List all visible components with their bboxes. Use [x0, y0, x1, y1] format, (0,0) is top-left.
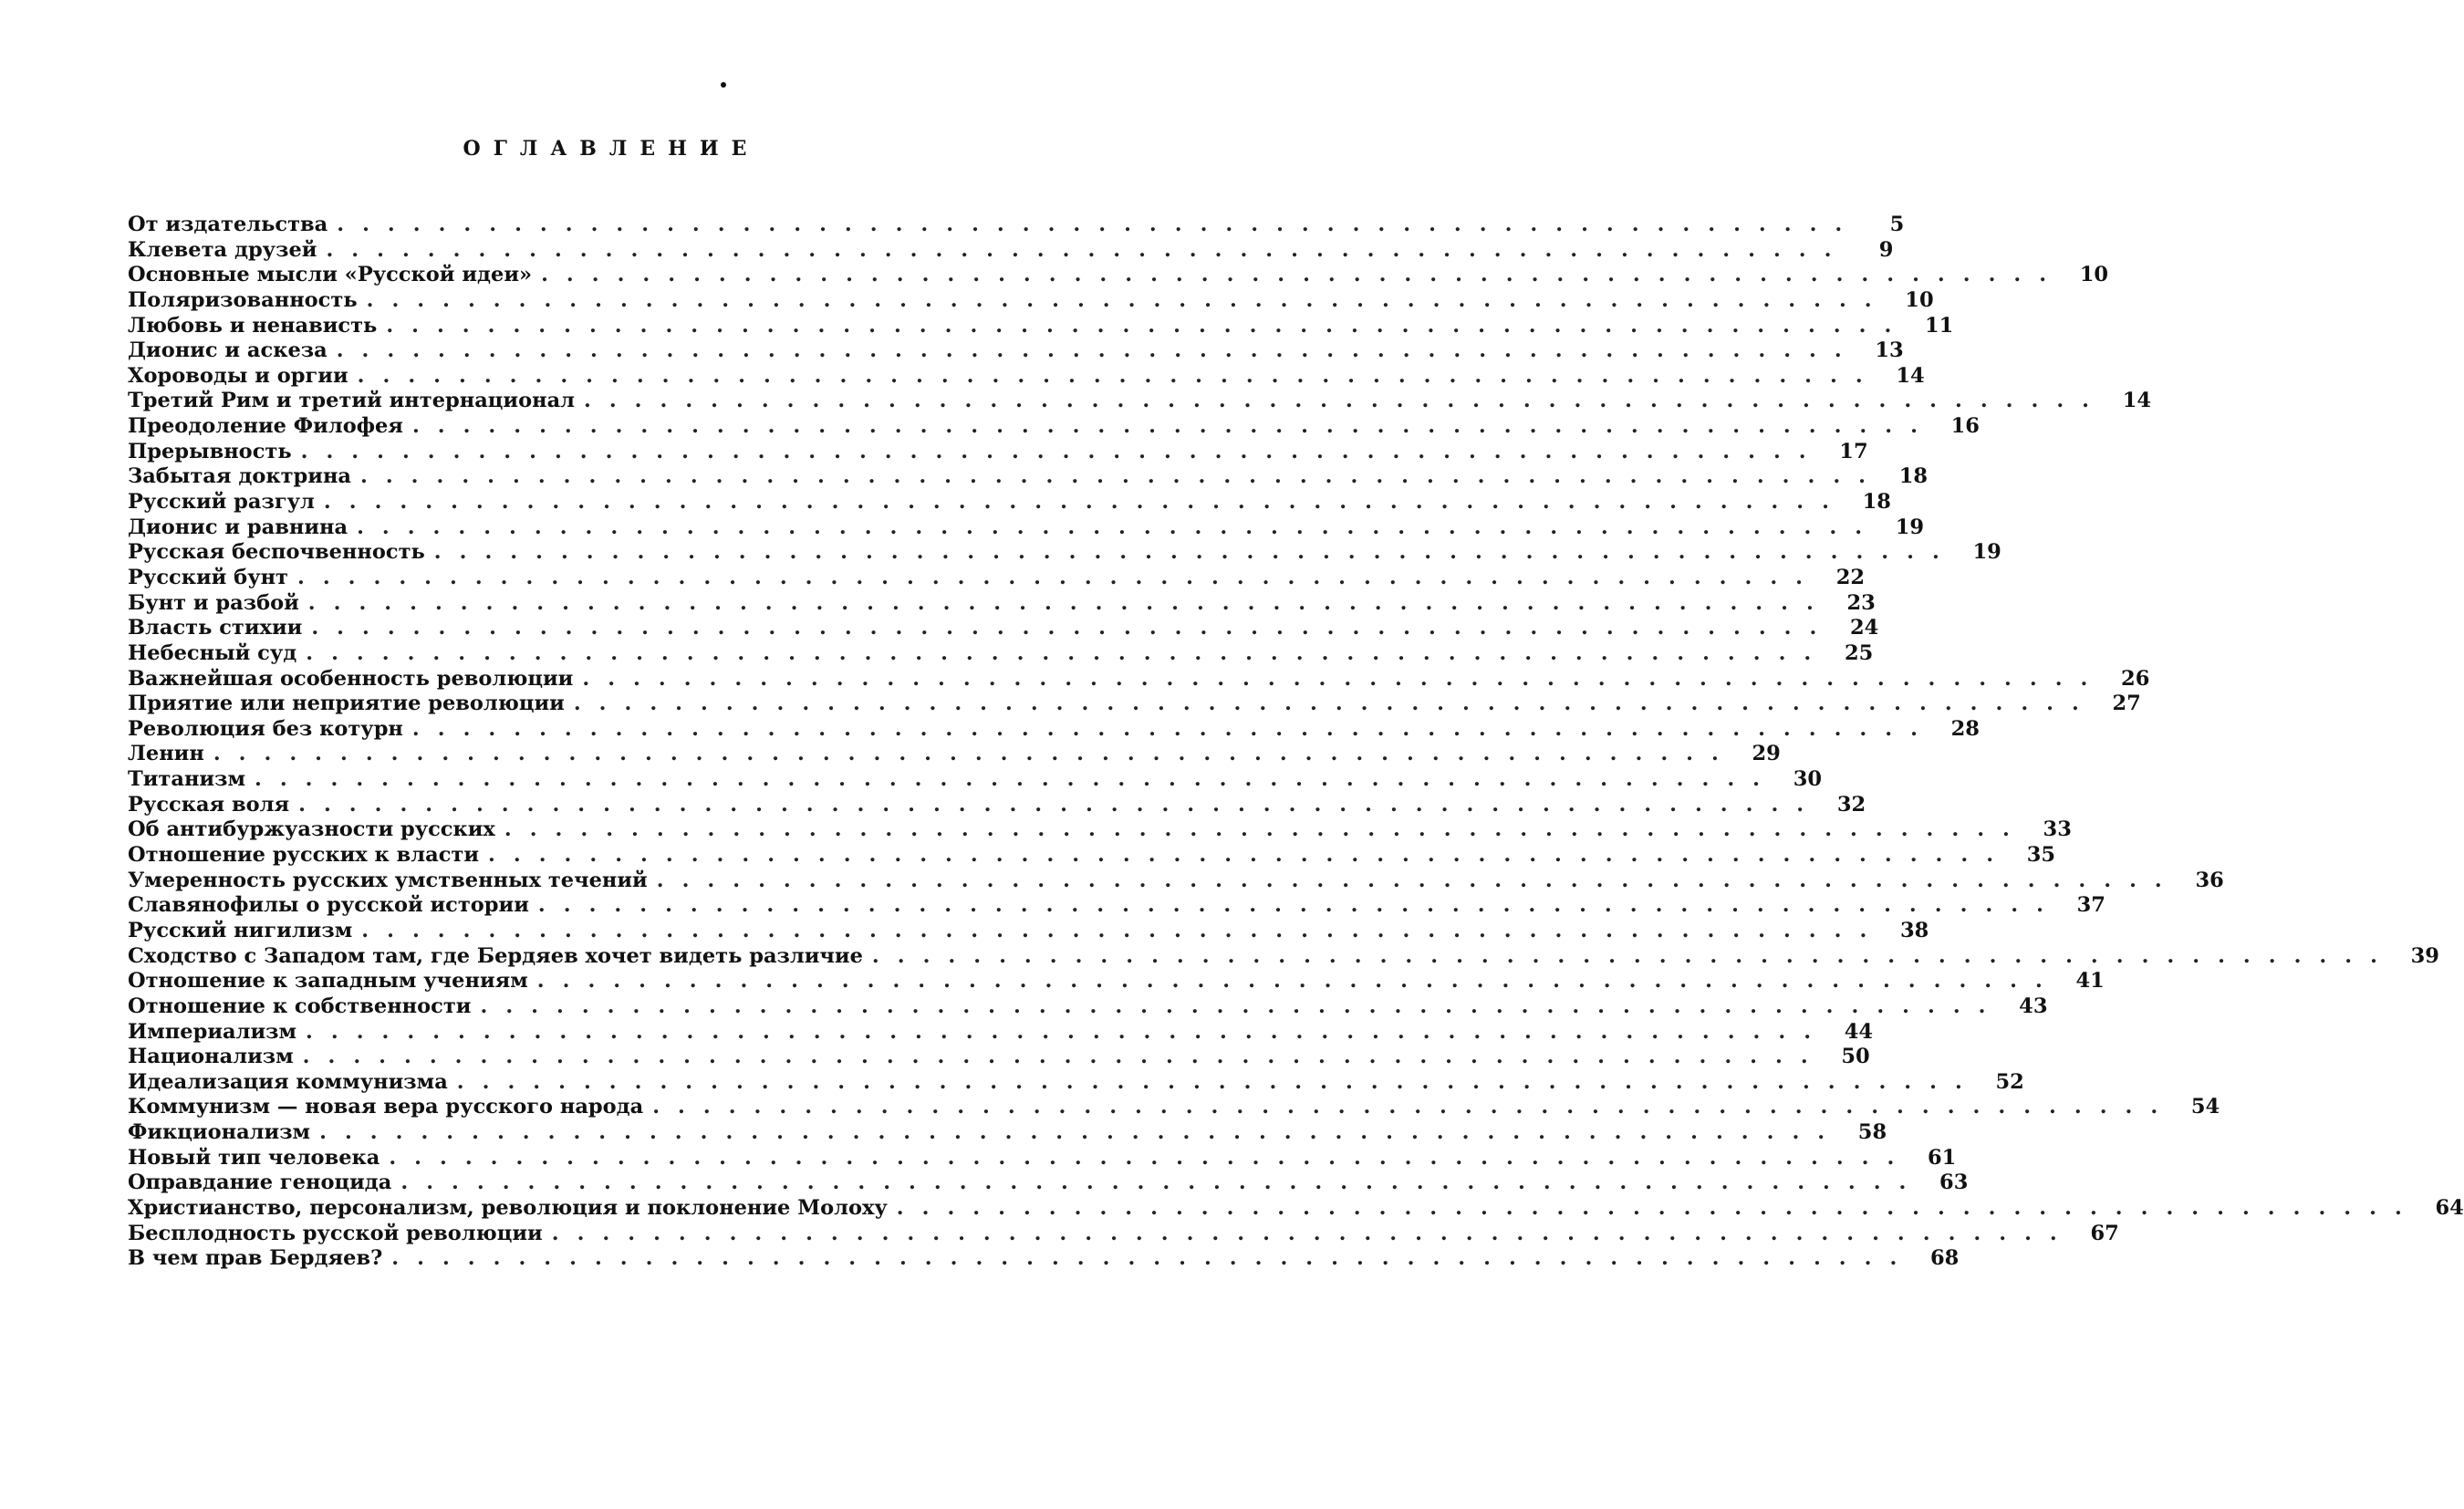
dot-leader: ............................................................	[255, 767, 1779, 792]
toc-entry-title: Важнейшая особенность революции	[128, 666, 574, 691]
dot-leader: ............................................................	[319, 1120, 1844, 1145]
toc-entry-title: Русская беспочвенность	[128, 540, 425, 565]
toc-entry-page-number: 25	[1844, 640, 1874, 665]
toc-entry	[128, 389, 2152, 414]
toc-entry	[128, 439, 1868, 465]
dot-leader: ............................................................	[306, 640, 1830, 665]
dot-leader: ............................................................	[337, 213, 1861, 236]
toc-entry-title: Хороводы и оргии	[128, 363, 348, 388]
toc-entry-page-number: 17	[1839, 439, 1868, 463]
toc-entry-page-number: 43	[2019, 994, 2048, 1018]
toc-entry	[128, 1095, 2220, 1120]
toc-entry	[128, 767, 1823, 793]
toc-entry-page-number: 67	[2090, 1221, 2119, 1245]
toc-entry-page-number: 28	[1950, 716, 1980, 741]
toc-entry-title: Основные мысли «Русской идеи»	[128, 263, 533, 287]
toc-entry-page-number: 18	[1898, 464, 1929, 489]
toc-entry-page-number: 14	[1896, 363, 1925, 388]
dot-leader: ............................................................	[391, 1246, 1916, 1271]
toc-entry	[128, 590, 1876, 617]
toc-entry-page-number: 54	[2190, 1095, 2220, 1119]
dot-leader: ............................................................	[300, 439, 1825, 463]
toc-entry	[128, 1069, 2024, 1096]
toc-entry	[128, 716, 1980, 743]
toc-entry	[128, 565, 1866, 591]
toc-entry-title: Забытая доктрина	[128, 464, 352, 489]
dot-leader: ............................................................	[411, 414, 1936, 439]
toc-entry	[128, 414, 1980, 440]
toc-entry-title: Отношение к западным учениям	[128, 969, 528, 994]
toc-entry	[128, 918, 1929, 944]
dot-leader: ............................................................	[311, 616, 1835, 640]
toc-entry-title: Прерывность	[128, 439, 292, 463]
toc-entry	[128, 1045, 1870, 1070]
page-title: ОГЛАВЛЕНИЕ	[463, 137, 760, 161]
toc-entry-title: Умеренность русских умственных течений	[128, 868, 648, 892]
dot-leader: ............................................................	[871, 943, 2396, 968]
toc-entry-title: Сходство с Западом там, где Бердяев хочет видеть различие	[128, 943, 863, 968]
toc-entry-page-number: 50	[1841, 1045, 1870, 1069]
toc-entry-page-number: 23	[1846, 590, 1876, 615]
toc-entry-title: Отношение русских к власти	[128, 843, 480, 868]
toc-entry	[128, 237, 1894, 264]
toc-entry-page-number: 19	[1972, 540, 2001, 565]
toc-entry-title: Преодоление Филофея	[128, 414, 403, 439]
toc-entry-page-number: 33	[2043, 817, 2072, 842]
toc-entry	[128, 263, 2109, 288]
toc-entry-page-number: 41	[2075, 969, 2105, 994]
toc-entry-page-number: 64	[2435, 1195, 2464, 1220]
toc-entry	[128, 1195, 2464, 1222]
toc-entry-page-number: 24	[1850, 616, 1879, 640]
dot-leader: ............................................................	[488, 843, 2012, 868]
dot-leader: ............................................................	[480, 994, 2004, 1018]
dot-leader: ............................................................	[298, 792, 1823, 817]
dot-leader: ............................................................	[541, 263, 2065, 287]
toc-entry-title: Приятие или неприятие революции	[128, 692, 565, 716]
toc-entry	[128, 287, 1934, 314]
toc-entry	[128, 363, 1925, 390]
dot-leader: ............................................................	[400, 1171, 1925, 1195]
toc-entry-title: Русский нигилизм	[128, 918, 353, 942]
toc-entry-page-number: 5	[1889, 213, 1905, 236]
toc-entry	[128, 213, 1905, 238]
dot-leader: ............................................................	[357, 363, 1881, 388]
toc-entry	[128, 1221, 2119, 1247]
toc-entry-title: Коммунизм — новая вера русского народа	[128, 1095, 644, 1119]
dot-leader: ............................................................	[389, 1145, 1913, 1170]
toc-entry	[128, 742, 1781, 767]
toc-entry	[128, 616, 1879, 641]
toc-entry-page-number: 27	[2112, 692, 2141, 716]
toc-entry-page-number: 9	[1878, 237, 1894, 262]
toc-entry-title: Русский бунт	[128, 565, 289, 589]
dot-leader: ............................................................	[537, 893, 2062, 918]
toc-entry-page-number: 37	[2076, 893, 2105, 918]
toc-entry	[128, 1019, 1874, 1046]
dot-leader: ............................................................	[336, 338, 1860, 363]
toc-entry-title: Поляризованность	[128, 287, 358, 312]
toc-entry	[128, 893, 2105, 919]
ink-speck	[721, 82, 726, 88]
dot-leader: ............................................................	[213, 742, 1737, 766]
dot-leader: ............................................................	[386, 313, 1910, 338]
toc-entry-title: Национализм	[128, 1045, 294, 1069]
dot-leader: ............................................................	[573, 692, 2097, 716]
toc-entry-title: Новый тип человека	[128, 1145, 380, 1170]
toc-entry	[128, 994, 2048, 1020]
toc-entry-page-number: 38	[1899, 918, 1929, 942]
dot-leader: ............................................................	[551, 1221, 2075, 1245]
toc-entry-page-number: 10	[1905, 287, 1934, 312]
toc-entry-page-number: 52	[1995, 1069, 2024, 1094]
toc-entry	[128, 868, 2224, 894]
toc-entry	[128, 490, 1891, 515]
toc-entry-page-number: 44	[1844, 1019, 1874, 1044]
toc-entry-title: Дионис и аскеза	[128, 338, 327, 363]
toc-entry-page-number: 35	[2026, 843, 2056, 868]
toc-entry-title: Революция без котурн	[128, 716, 403, 741]
dot-leader: ............................................................	[306, 1019, 1830, 1044]
toc-entry-title: Титанизм	[128, 767, 246, 792]
toc-entry	[128, 792, 1866, 818]
toc-entry	[128, 1246, 1960, 1272]
toc-entry-title: Любовь и ненависть	[128, 313, 378, 338]
toc-entry-title: Христианство, персонализм, революция и поклонение Молоху	[128, 1195, 888, 1220]
dot-leader: ............................................................	[357, 515, 1881, 539]
dot-leader: ............................................................	[656, 868, 2180, 892]
toc-entry-page-number: 10	[2079, 263, 2109, 287]
toc-entry-title: Бунт и разбой	[128, 590, 299, 615]
toc-entry-page-number: 16	[1950, 414, 1980, 439]
toc-entry	[128, 1171, 1969, 1196]
dot-leader: ............................................................	[652, 1095, 2177, 1119]
dot-leader: ............................................................	[302, 1045, 1826, 1069]
toc-entry-title: От издательства	[128, 213, 328, 236]
toc-entry	[128, 1145, 1957, 1171]
dot-leader: ............................................................	[584, 389, 2108, 413]
dot-leader: ............................................................	[326, 237, 1850, 262]
toc-entry	[128, 666, 2150, 692]
toc-entry	[128, 338, 1904, 364]
toc-entry	[128, 540, 2001, 566]
toc-entry	[128, 1120, 1887, 1146]
dot-leader: ............................................................	[366, 287, 1890, 312]
toc-entry-title: Оправдание геноцида	[128, 1171, 392, 1195]
toc-entry-title: Русская воля	[128, 792, 290, 817]
toc-entry-page-number: 58	[1857, 1120, 1887, 1145]
toc-entry-title: Власть стихии	[128, 616, 303, 640]
toc-entry-page-number: 26	[2121, 666, 2150, 691]
toc-entry-title: Дионис и равнина	[128, 515, 348, 539]
dot-leader: ............................................................	[323, 490, 1847, 515]
table-of-contents	[128, 213, 2464, 1272]
toc-entry-page-number: 39	[2410, 943, 2439, 968]
dot-leader: ............................................................	[456, 1069, 1981, 1094]
dot-leader: ............................................................	[896, 1195, 2420, 1220]
dot-leader: ............................................................	[361, 918, 1886, 942]
toc-entry	[128, 313, 1954, 339]
toc-entry	[128, 692, 2141, 717]
toc-entry-title: Русский разгул	[128, 490, 315, 515]
toc-entry-page-number: 29	[1752, 742, 1781, 766]
toc-entry-page-number: 13	[1875, 338, 1904, 363]
toc-entry-title: Фикционализм	[128, 1120, 311, 1145]
toc-entry	[128, 640, 1874, 667]
toc-entry-title: В чем прав Бердяев?	[128, 1246, 383, 1271]
dot-leader: ............................................................	[360, 464, 1885, 489]
toc-entry-title: Идеализация коммунизма	[128, 1069, 448, 1094]
dot-leader: ............................................................	[297, 565, 1822, 589]
dot-leader: ............................................................	[582, 666, 2106, 691]
toc-entry-title: Об антибуржуазности русских	[128, 817, 495, 842]
toc-entry-page-number: 14	[2122, 389, 2152, 413]
toc-entry-page-number: 36	[2195, 868, 2224, 892]
toc-entry-page-number: 19	[1895, 515, 1925, 539]
toc-entry-page-number: 63	[1939, 1171, 1969, 1195]
toc-entry-title: Небесный суд	[128, 640, 297, 665]
toc-entry-title: Славянофилы о русской истории	[128, 893, 529, 918]
toc-entry-page-number: 18	[1862, 490, 1891, 515]
toc-entry	[128, 969, 2105, 994]
toc-entry-title: Бесплодность русской революции	[128, 1221, 543, 1245]
toc-entry	[128, 843, 2056, 869]
toc-entry-page-number: 22	[1835, 565, 1866, 589]
toc-entry	[128, 464, 1929, 490]
dot-leader: ............................................................	[307, 590, 1832, 615]
toc-entry	[128, 817, 2072, 843]
toc-entry-page-number: 30	[1793, 767, 1823, 792]
toc-entry-page-number: 61	[1928, 1145, 1957, 1170]
toc-entry-title: Ленин	[128, 742, 204, 766]
toc-entry-title: Империализм	[128, 1019, 297, 1044]
toc-entry	[128, 515, 1925, 541]
toc-entry-page-number: 68	[1929, 1246, 1960, 1271]
dot-leader: ............................................................	[433, 540, 1958, 565]
toc-entry	[128, 943, 2439, 970]
toc-entry-title: Клевета друзей	[128, 237, 317, 262]
toc-entry-title: Отношение к собственности	[128, 994, 472, 1018]
toc-entry-page-number: 32	[1836, 792, 1866, 817]
dot-leader: ............................................................	[411, 716, 1936, 741]
toc-entry-title: Третий Рим и третий интернационал	[128, 389, 576, 413]
dot-leader: ............................................................	[536, 969, 2061, 994]
toc-entry-page-number: 11	[1925, 313, 1954, 338]
dot-leader: ............................................................	[504, 817, 2028, 842]
